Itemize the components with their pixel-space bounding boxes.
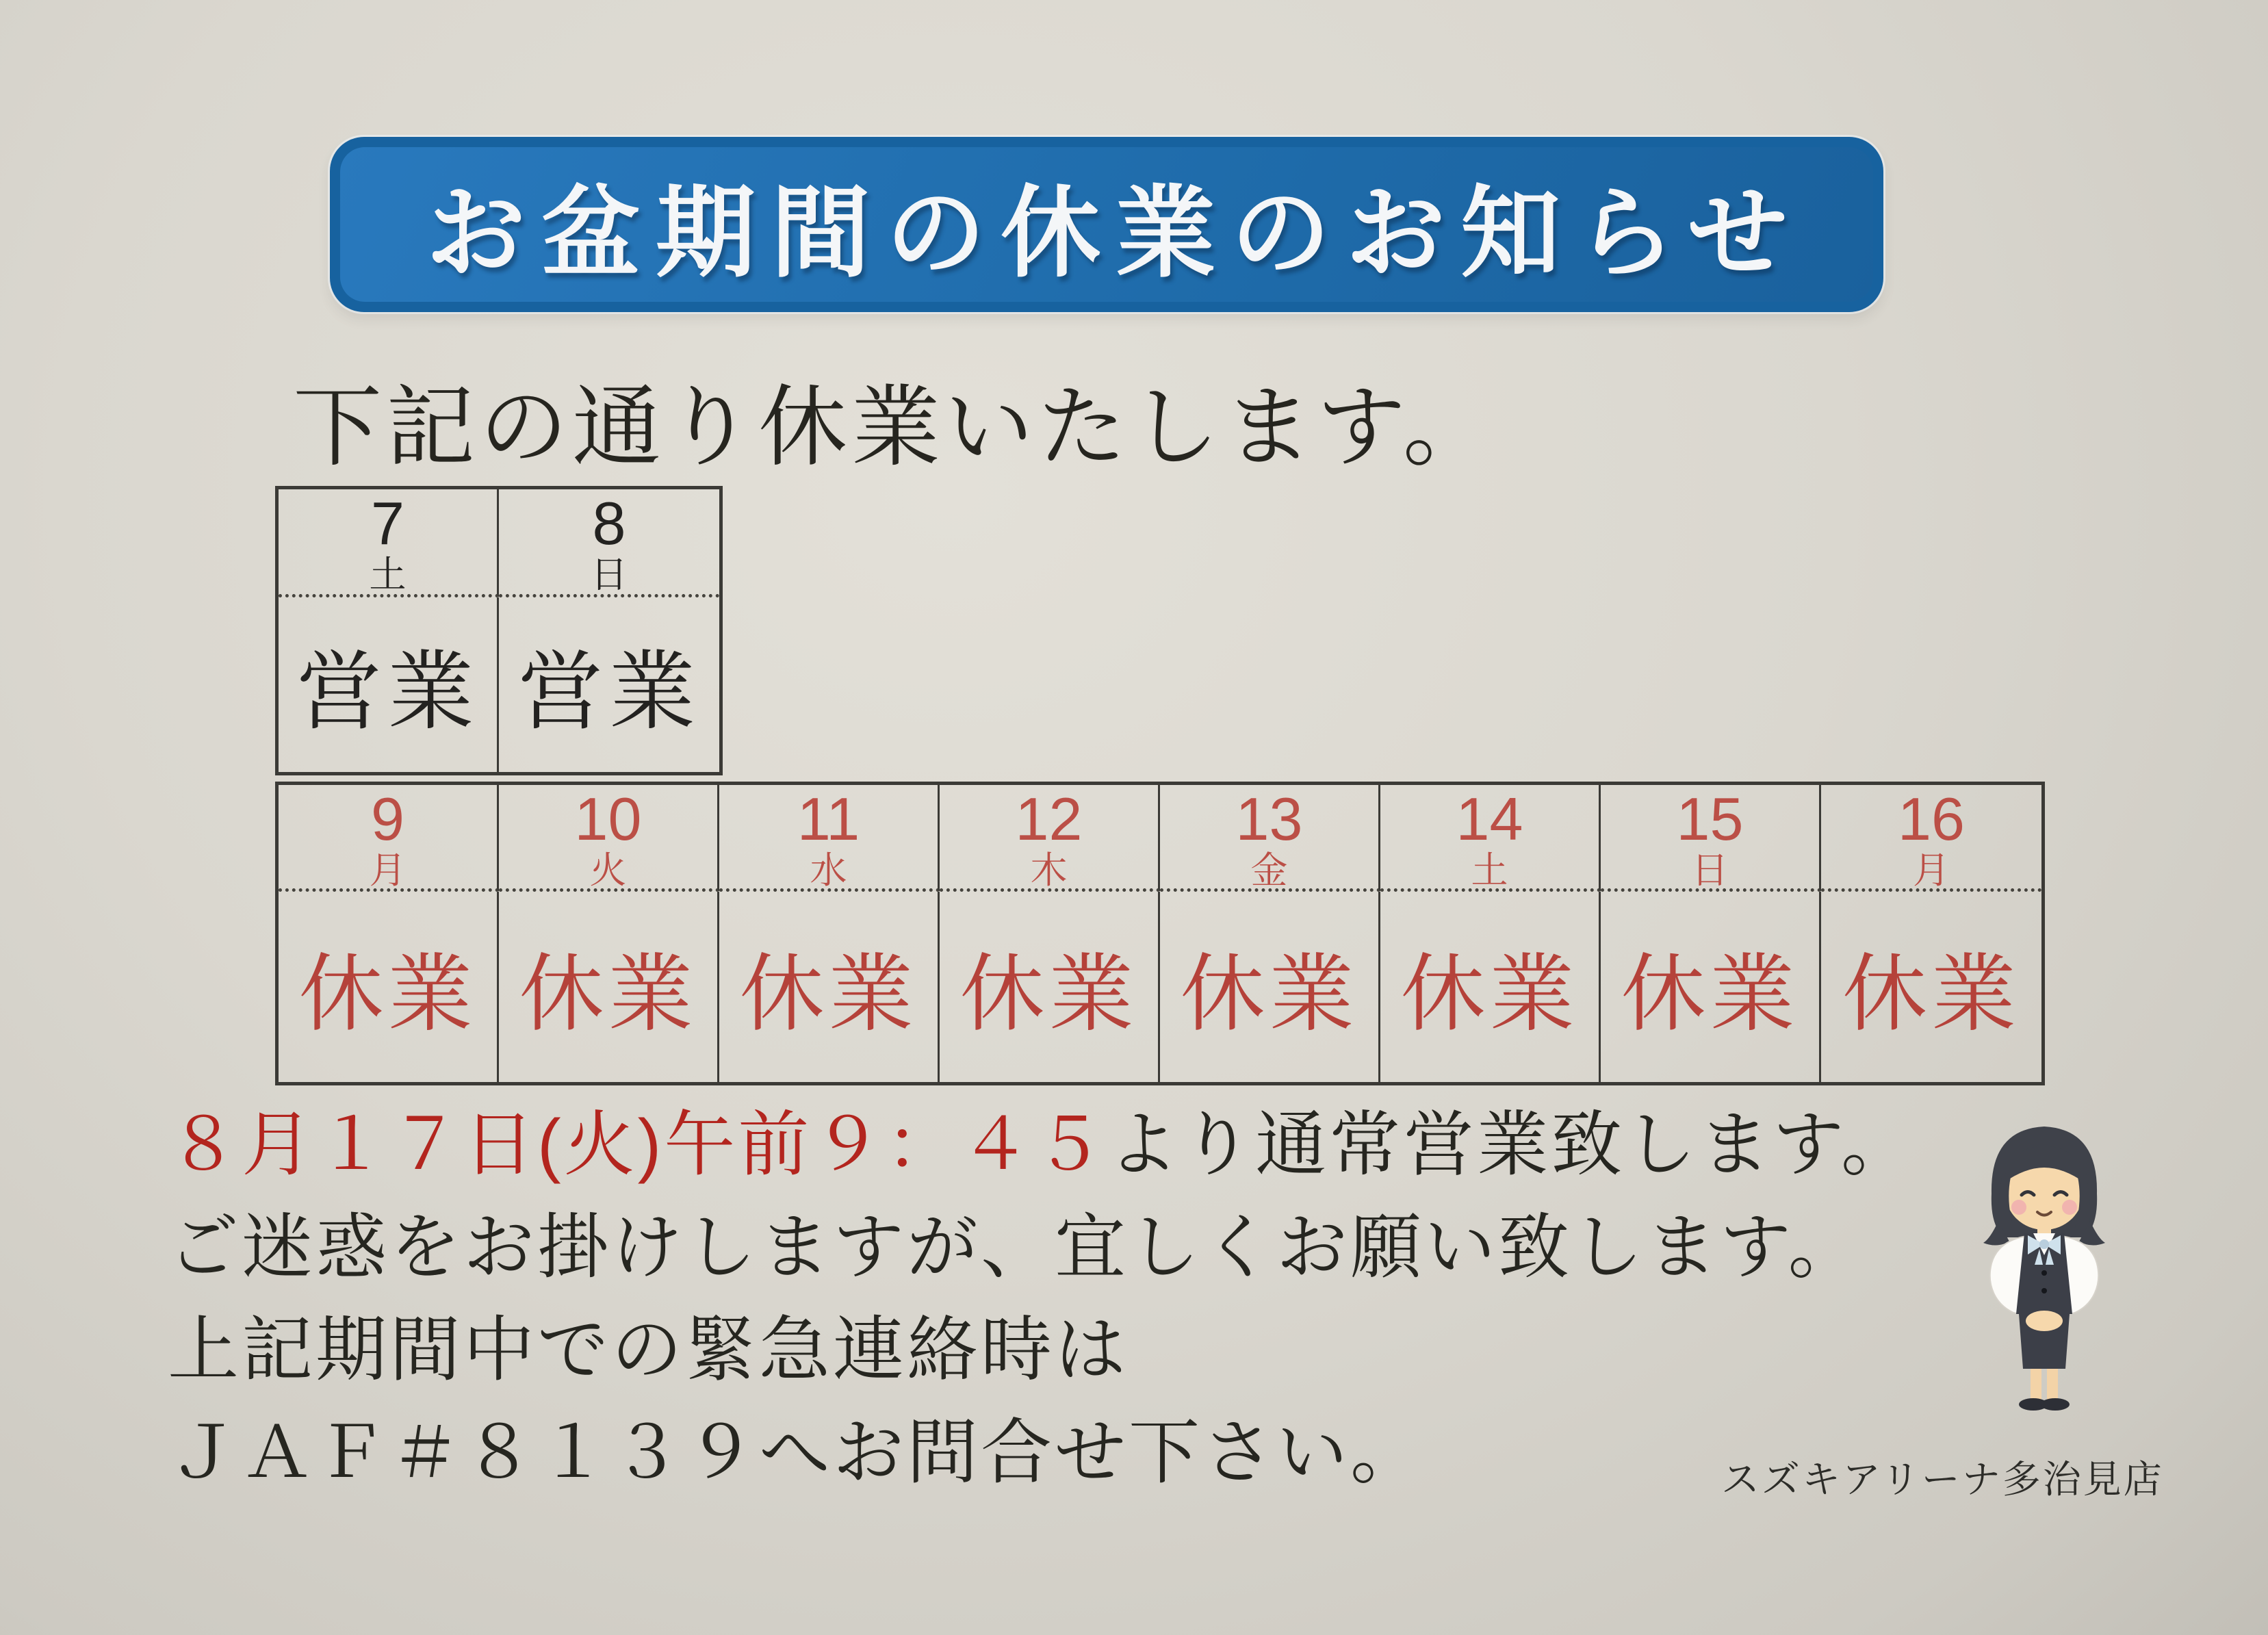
calendar-status-cell xyxy=(1601,892,1821,1082)
status-label-closed: 休業 xyxy=(959,947,1138,1042)
store-name: スズキアリーナ多治見店 xyxy=(1721,1458,2164,1501)
calendar-day-cell xyxy=(1821,785,2041,892)
closed-days-table xyxy=(275,782,2045,1085)
date-number: 9 xyxy=(371,785,404,853)
calendar-status-cell xyxy=(940,892,1160,1082)
status-label-closed: 休業 xyxy=(1180,947,1358,1042)
date-number: 7 xyxy=(371,489,404,557)
notice-banner-panel xyxy=(340,147,1873,302)
weekday-label: 日 xyxy=(591,554,628,595)
weekday-label: 月 xyxy=(369,850,407,891)
reopen-datetime: ８月１７日(火)午前９：４５ xyxy=(168,1105,1108,1185)
status-label-closed: 休業 xyxy=(739,947,918,1042)
status-label-closed: 休業 xyxy=(1842,947,2020,1042)
date-number: 15 xyxy=(1676,785,1744,853)
calendar-status-cell xyxy=(499,597,719,772)
calendar-status-cell xyxy=(279,892,499,1082)
weekday-label: 火 xyxy=(589,850,627,891)
date-number: 12 xyxy=(1015,785,1083,853)
date-number: 11 xyxy=(797,785,860,853)
status-label-open: 営業 xyxy=(517,643,701,740)
calendar-status-cell xyxy=(1821,892,2041,1082)
open-days-table xyxy=(275,486,723,775)
calendar-status-cell xyxy=(1160,892,1380,1082)
calendar-status-cell xyxy=(499,892,719,1082)
weekday-label: 月 xyxy=(1913,850,1950,891)
weekday-label: 金 xyxy=(1250,850,1288,891)
notice-line-4: ＪＡＦ＃８１３９へお問合せ下さい。 xyxy=(168,1413,1425,1493)
reopen-rest: より通常営業致します。 xyxy=(1107,1105,1915,1185)
weekday-label: 木 xyxy=(1030,850,1068,891)
notice-line-1 xyxy=(168,1094,1915,1196)
status-label-closed: 休業 xyxy=(519,947,697,1042)
status-label-closed: 休業 xyxy=(298,947,477,1042)
calendar-day-cell xyxy=(1380,785,1601,892)
weekday-label: 土 xyxy=(1471,850,1508,891)
weekday-label: 日 xyxy=(1691,850,1729,891)
calendar-day-cell xyxy=(1160,785,1380,892)
calendar-day-cell xyxy=(279,489,499,597)
intro-text: 下記の通り休業いたします。 xyxy=(293,377,1496,477)
notice-line-2: ご迷惑をお掛けしますが、宜しくお願い致します。 xyxy=(168,1208,1862,1287)
calendar-day-cell xyxy=(940,785,1160,892)
notice-line-3: 上記期間中での緊急連絡時は xyxy=(168,1311,1129,1390)
status-label-closed: 休業 xyxy=(1621,947,1799,1042)
calendar-day-cell xyxy=(279,785,499,892)
notice-text-block xyxy=(168,1094,1915,1504)
weekday-label: 水 xyxy=(810,850,847,891)
date-number: 8 xyxy=(592,489,626,557)
date-number: 13 xyxy=(1235,785,1303,853)
date-number: 14 xyxy=(1456,785,1523,853)
weekday-label: 土 xyxy=(369,554,407,595)
calendar-status-cell xyxy=(279,597,499,772)
status-label-open: 営業 xyxy=(296,643,480,740)
status-label-closed: 休業 xyxy=(1400,947,1579,1042)
date-number: 10 xyxy=(574,785,642,853)
calendar-day-cell xyxy=(499,489,719,597)
poster-title: お盆期間の休業のお知らせ xyxy=(426,177,1803,289)
calendar-day-cell xyxy=(1601,785,1821,892)
calendar-day-cell xyxy=(719,785,940,892)
notice-banner xyxy=(330,137,1883,312)
calendar-status-cell xyxy=(719,892,940,1082)
calendar-day-cell xyxy=(499,785,719,892)
date-number: 16 xyxy=(1898,785,1965,853)
bowing-clerk-illustration xyxy=(1956,1091,2132,1413)
calendar-status-cell xyxy=(1380,892,1601,1082)
